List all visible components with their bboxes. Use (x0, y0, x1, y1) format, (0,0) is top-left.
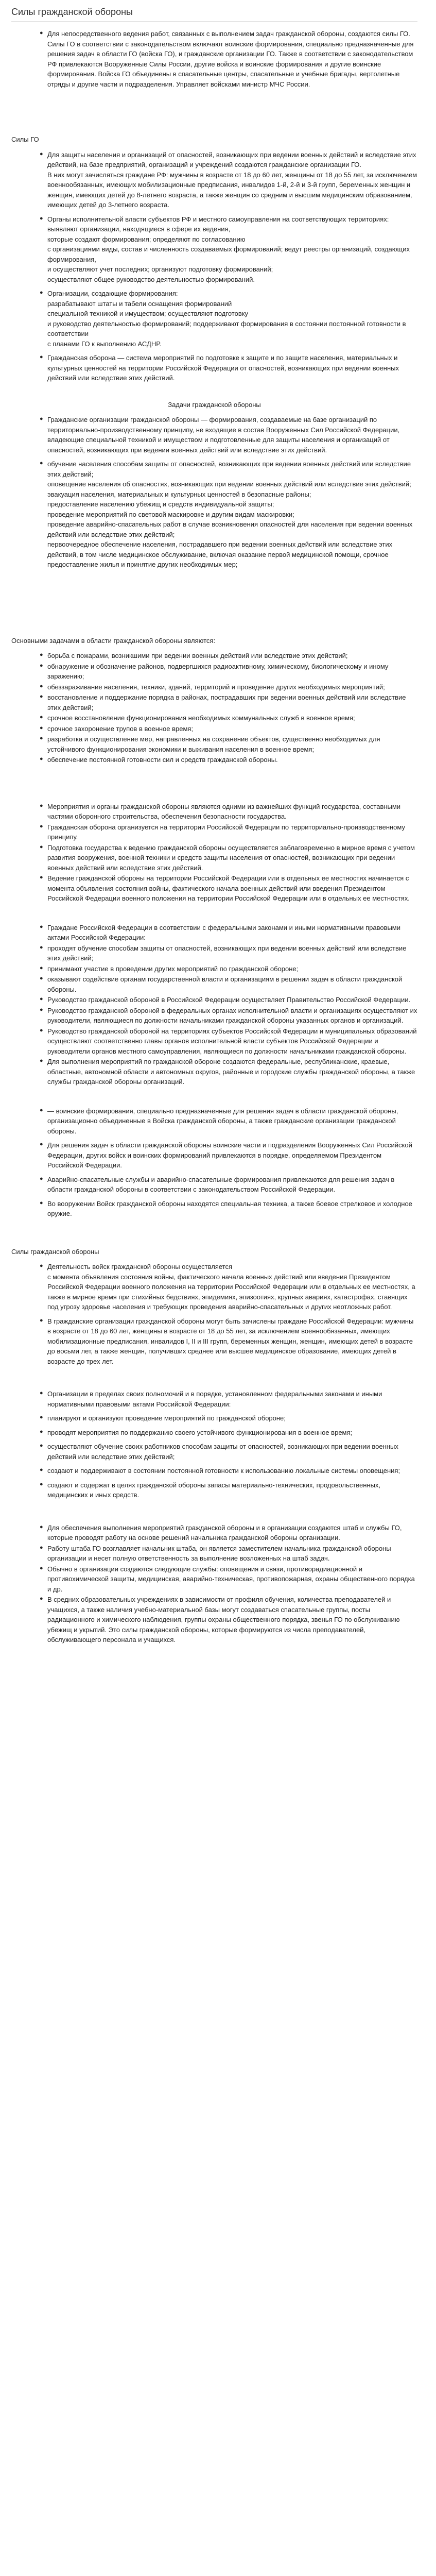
bullet-icon: ● (40, 843, 43, 850)
section-spacer (11, 1088, 417, 1106)
list-item (40, 1199, 417, 1219)
bullet-list (11, 150, 417, 383)
list-item-text: срочное восстановление функционирования необходимых коммунальных служб в военное время; (47, 714, 355, 722)
list-item (40, 995, 417, 1005)
list-item (40, 923, 417, 943)
list-item-text: Руководство гражданской обороной в федеральных органах исполнительной власти и организациях осуществляют их руководители, являющиеся по должности начальниками гражданской обороны указанных органов и организаций. (47, 1006, 417, 1024)
bullet-icon: ● (40, 964, 43, 971)
list-item-text: срочное захоронение трупов в военное время; (47, 724, 194, 733)
list-item-text: обеззараживание населения, техники, зданий, территорий и проведение других необходимых мероприятий; (47, 683, 385, 691)
section-spacer (11, 93, 417, 129)
list-item (40, 1175, 417, 1195)
list-item (40, 150, 417, 210)
bullet-icon: ● (40, 1006, 43, 1013)
list-item (40, 1595, 417, 1645)
bullet-icon: ● (40, 416, 43, 422)
bullet-icon: ● (40, 1058, 43, 1064)
bullet-icon: ● (40, 1467, 43, 1473)
list-item (40, 1564, 417, 1595)
bullet-icon: ● (40, 1414, 43, 1420)
bullet-list (11, 1106, 417, 1219)
bullet-icon: ● (40, 1565, 43, 1571)
bullet-icon: ● (40, 215, 43, 222)
list-item (40, 459, 417, 570)
list-item-text: В средних образовательных учреждениях в зависимости от профиля обучения, количества преподавателей и учащихся, а также наличия учебно-материальной базы могут создаваться спасательные группы, посты радиационного и химического наблюдения, группы охраны общественного порядка, звенья ГО по обслуживанию убежищ и укрытий. Это силы гражданской обороны, которые формируются из числа преподавателей, обслуживающего персонала и учащихся. (47, 1596, 400, 1643)
list-item (40, 214, 417, 285)
list-item-text: принимают участие в проведении других мероприятий по гражданской обороне; (47, 964, 299, 973)
list-item-text: Для решения задач в области гражданской обороны воинские части и подразделения Вооруженных Сил Российской Федерации, других войск и воинских формирований привлекаются в порядке, определяемом Президентом Российской Федерации. (47, 1141, 412, 1169)
list-item (40, 662, 417, 682)
list-item-text: Аварийно-спасательные службы и аварийно-спасательные формирования привлекаются для решения задач в области гражданской обороны в соответствии с законодательством Российской Федерации. (47, 1175, 395, 1193)
list-item (40, 802, 417, 822)
list-item (40, 692, 417, 713)
bullet-icon: ● (40, 975, 43, 981)
section-spacer (11, 904, 417, 923)
section-spacer (11, 387, 417, 395)
list-item-text: Гражданская оборона — система мероприятий по подготовке к защите и по защите населения, материальных и культурных ценностей на территории Российской Федерации от опасностей, возникающих при ведении военных действий или вследствие этих действий. (47, 354, 399, 382)
list-item-text: Для защиты населения и организаций от опасностей, возникающих при ведении военных действий и вследствие этих действий, на базе предприятий, организаций и учреждений создаются гражданские организации ГО. В них могут зачисляться граждане РФ: мужчины в возрасте от 18 до 60 лет, женщины от 18 до 55 лет, за исключением военнообязанных, имеющих мобилизационные предписания, инвалидов 1-й, 2-й и 3-й групп, беременных женщин и женщин, имеющих детей до 8-летнего возраста, а также женщин со средним и высшим медицинским образованием, имеющих детей до 3-летнего возраста. (47, 150, 417, 209)
list-item-text: Организации в пределах своих полномочий и в порядке, установленном федеральными законами и иными нормативными правовыми актами Российской Федерации: (47, 1390, 382, 1408)
list-item-text: Организации, создающие формирования: разрабатывают штаты и табели оснащения формирований специальной техникой и имуществом; осуществляют подготовку и руководство деятельностью формирований; поддерживают формирования в состоянии постоянной готовности в соответствии с планами ГО к выполнению АСДНР. (47, 290, 406, 348)
list-item (40, 289, 417, 349)
section-spacer (11, 574, 417, 631)
list-item-text: Обычно в организации создаются следующие службы: оповещения и связи, противорадиационной и противохимической защиты, медицинская, аварийно-техническая, противопожарная, охраны общественного порядка и др. (47, 1565, 415, 1593)
list-item-text: Во вооружении Войск гражданской обороны находятся специальная техника, а также боевое стрелковое и холодное оружие. (47, 1199, 412, 1217)
list-item-text: Деятельность войск гражданской обороны осуществляется с момента объявления состояния войны, фактического начала военных действий или введения Президентом Российской Федерации военного положения на территории Российской Федерации или в отдельных ее местностях, а также в мирное время при стихийных бедствиях, эпидемиях, эпизоотиях, крупных авариях, катастрофах, ставящих под угрозу здоровье населения и требующих проведения аварийно-спасательных и других неотложных работ. (47, 1263, 415, 1311)
bullet-icon: ● (40, 693, 43, 700)
list-item-text: Для непосредственного ведения работ, связанных с выполнением задач гражданской обороны, создаются силы ГО. Силы ГО в соответствии с законодательством включают воинские формирования, специально предназначенные для решения задач в области ГО (войска ГО), и гражданские организации ГО. Также в соответствии с законодательством РФ привлекаются Вооруженные Силы России, другие войска и воинские формирования и другие воинские формирования. Войска ГО объединены в спасательные центры, спасательные и учебные бригады, вертолетные отряды и другие части и подразделения. Управляет войсками министр МЧС России. (47, 30, 414, 88)
list-item-text: разработка и осуществление мер, направленных на сохранение объектов, существенно необходимых для устойчивого функционирования экономики и выживания населения в военное время; (47, 735, 380, 753)
list-item-text: Ведение гражданской обороны на территории Российской Федерации или в отдельных ее местностях начинается с момента объявления состояния войны, фактического начала военных действий или введения Президентом Российской Федерации военного положения на территории Российской Федерации или в отдельных ее местностях. (47, 874, 410, 902)
list-item-text: Гражданские организации гражданской обороны — формирования, создаваемые на базе организаций по территориально-производственному принципу, не входящие в состав Вооруженных Сил Российской Федерации, владеющие специальной техникой и имуществом и подготовленные для защиты населения и организаций от опасностей, возникающих при ведении военных действий или вследствие этих действий. (47, 416, 400, 454)
section-spacer (11, 1504, 417, 1523)
section-heading: Задачи гражданской обороны (168, 400, 261, 409)
list-item (40, 1316, 417, 1367)
list-item-text: проходят обучение способам защиты от опасностей, возникающих при ведении военных действий или вследствие этих действий; (47, 944, 407, 962)
section-spacer (11, 1370, 417, 1389)
bullet-icon: ● (40, 683, 43, 689)
list-item (40, 1106, 417, 1137)
bullet-icon: ● (40, 1027, 43, 1033)
bullet-icon: ● (40, 354, 43, 360)
section-heading: Силы гражданской обороны (11, 1247, 99, 1256)
bullet-list (11, 923, 417, 1087)
bullet-list (11, 1523, 417, 1645)
bullet-icon: ● (40, 1141, 43, 1147)
section-spacer (11, 766, 417, 802)
list-item (40, 964, 417, 974)
list-item (40, 29, 417, 89)
bullet-list (11, 1262, 417, 1366)
bullet-icon: ● (40, 923, 43, 930)
bullet-list (11, 29, 417, 89)
bullet-icon: ● (40, 30, 43, 36)
bullet-icon: ● (40, 1390, 43, 1396)
bullet-list (11, 651, 417, 765)
list-item (40, 1544, 417, 1564)
list-item (40, 1262, 417, 1312)
list-item (40, 1480, 417, 1500)
bullet-icon: ● (40, 996, 43, 1002)
bullet-icon: ● (40, 1523, 43, 1530)
bullet-icon: ● (40, 1107, 43, 1113)
list-item (40, 1466, 417, 1476)
list-item (40, 415, 417, 455)
section-spacer (11, 1223, 417, 1242)
list-item-text: Руководство гражданской обороной на территориях субъектов Российской Федерации и муниципальных образований осуществляют соответственно главы органов исполнительной власти субъектов Российской Федерации и руководители органов местного самоуправления, являющиеся по должности начальниками гражданской обороны. (47, 1027, 417, 1055)
list-item-text: Для выполнения мероприятий по гражданской обороне создаются федеральные, республиканские, краевые, областные, автономной области и автономных округов, районные и городские службы гражданской обороны, а также службы гражданской обороны организаций. (47, 1058, 415, 1086)
list-item (40, 873, 417, 904)
list-item (40, 1442, 417, 1462)
page-title: Силы гражданской обороны (11, 5, 417, 22)
list-item-text: осуществляют обучение своих работников способам защиты от опасностей, возникающих при ведении военных действий или вследствие этих действий; (47, 1443, 398, 1461)
list-item-text: Органы исполнительной власти субъектов РФ и местного самоуправления на соответствующих территориях: выявляют организации, находящиеся в сфере их ведения, которые создают формирования; определяют по согласованию с организациями виды, состав и численность создаваемых формирований; ведут реестры организаций, создающих формирования, и осуществляют учет последних; организуют подготовку формирований; осуществляют общее руководство деятельностью формирований. (47, 215, 410, 283)
bullet-icon: ● (40, 1596, 43, 1602)
list-item-text: — воинские формирования, специально предназначенные для решения задач в области гражданской обороны, организационно объединенные в Войска гражданской обороны, а также гражданские организации гражданской обороны. (47, 1107, 398, 1135)
list-item (40, 651, 417, 661)
list-item-text: Для обеспечения выполнения мероприятий гражданской обороны и в организации создаются штаб и службы ГО, которые проводят работу на основе решений начальника гражданской обороны организации. (47, 1523, 402, 1541)
bullet-icon: ● (40, 724, 43, 731)
list-item-text: восстановление и поддержание порядка в районах, пострадавших при ведении военных действий или вследствие этих действий; (47, 693, 406, 711)
list-item (40, 734, 417, 754)
bullet-icon: ● (40, 735, 43, 741)
bullet-icon: ● (40, 290, 43, 296)
bullet-icon: ● (40, 1199, 43, 1206)
list-item (40, 943, 417, 963)
list-item (40, 843, 417, 873)
list-item-text: планируют и организуют проведение мероприятий по гражданской обороне; (47, 1414, 286, 1422)
list-item-text: В гражданские организации гражданской обороны могут быть зачислены граждане Российской Федерации: мужчины в возрасте от 18 до 60 лет, женщины в возрасте от 18 до 55 лет, за исключением военнообязанных, имеющих мобилизационные предписания, инвалидов I, II и III групп, беременных женщин, женщин, имеющих детей в возрасте до восьми лет, а также женщин, получивших среднее или высшее медицинское образование, имеющих детей в возрасте до трех лет. (47, 1317, 414, 1365)
list-item (40, 755, 417, 765)
list-item (40, 724, 417, 734)
bullet-list (11, 1389, 417, 1500)
paragraph: Основными задачами в области гражданской обороны являются: (11, 636, 216, 645)
list-item-text: борьба с пожарами, возникшими при ведении военных действий или вследствие этих действий; (47, 652, 348, 659)
bullet-icon: ● (40, 714, 43, 720)
bullet-icon: ● (40, 823, 43, 829)
list-item-text: Руководство гражданской обороной в Российской Федерации осуществляет Правительство Российской Федерации. (47, 996, 411, 1004)
list-item (40, 974, 417, 994)
bullet-icon: ● (40, 1544, 43, 1551)
bullet-icon: ● (40, 802, 43, 809)
bullet-icon: ● (40, 1481, 43, 1487)
list-item-text: оказывают содействие органам государственной власти и организациям в решении задач в области гражданской обороны. (47, 975, 403, 993)
list-item-text: Подготовка государства к ведению гражданской обороны осуществляется заблаговременно в мирное время с учетом развития вооружения, военной техники и средств защиты населения от опасностей, возникающих при ведении военных действий или вследствие этих действий. (47, 843, 415, 872)
list-item-text: Мероприятия и органы гражданской обороны являются одними из важнейших функций государства, составными частями оборонного строительства, обеспечения безопасности государства. (47, 802, 401, 820)
list-item (40, 1389, 417, 1409)
bullet-icon: ● (40, 756, 43, 762)
list-item (40, 353, 417, 383)
list-item (40, 822, 417, 842)
list-item (40, 1026, 417, 1057)
list-item-text: создают и содержат в целях гражданской обороны запасы материально-технических, продовольственных, медицинских и иных средств. (47, 1481, 381, 1499)
list-item (40, 1140, 417, 1171)
bullet-icon: ● (40, 662, 43, 669)
list-item-text: создают и поддерживают в состоянии постоянной готовности к использованию локальные системы оповещения; (47, 1467, 400, 1475)
bullet-icon: ● (40, 150, 43, 157)
list-item-text: Граждане Российской Федерации в соответствии с федеральными законами и иными нормативными правовыми актами Российской Федерации: (47, 923, 401, 941)
bullet-icon: ● (40, 460, 43, 466)
list-item-text: проводят мероприятия по поддержанию своего устойчивого функционирования в военное время; (47, 1428, 353, 1436)
list-item (40, 713, 417, 723)
list-item (40, 1428, 417, 1438)
bullet-icon: ● (40, 944, 43, 951)
list-item (40, 1006, 417, 1026)
bullet-icon: ● (40, 1175, 43, 1182)
bullet-icon: ● (40, 1317, 43, 1324)
list-item-text: обеспечение постоянной готовности сил и средств гражданской обороны. (47, 756, 278, 764)
bullet-icon: ● (40, 652, 43, 658)
list-item-text: обнаружение и обозначение районов, подвергшихся радиоактивному, химическому, биологическому и иному заражению; (47, 662, 389, 680)
bullet-icon: ● (40, 1443, 43, 1449)
document-body (11, 29, 417, 1645)
list-item-text: Работу штаба ГО возглавляет начальник штаба, он является заместителем начальника гражданской обороны организации и несет полную ответственность за выполнение возложенных на штаб задач. (47, 1544, 391, 1562)
bullet-list (11, 415, 417, 570)
bullet-icon: ● (40, 874, 43, 880)
bullet-list (11, 802, 417, 904)
bullet-icon: ● (40, 1263, 43, 1269)
bullet-icon: ● (40, 1428, 43, 1435)
list-item-text: Гражданская оборона организуется на территории Российской Федерации по территориально-производственному принципу. (47, 823, 405, 841)
list-item (40, 682, 417, 692)
section-heading: Силы ГО (11, 135, 39, 143)
list-item-text: обучение населения способам защиты от опасностей, возникающих при ведении военных действий или вследствие этих действий; оповещение населения об опасностях, возникающих при ведении военных действий или вследствие этих действий; эвакуация населения, материальных и культурных ценностей в безопасные районы; предоставление населению убежищ и средств индивидуальной защиты; проведение мероприятий по световой маскировке и другим видам маскировки; проведение аварийно-спасательных работ в случае возникновения опасностей для населения при ведении военных действий или вследствие этих действий; первоочередное обеспечение населения, пострадавшего при ведении военных действий или вследствие этих действий, в том числе медицинское обслуживание, включая оказание первой медицинской помощи, срочное предоставление жилья и принятие других необходимых мер; (47, 460, 413, 568)
list-item (40, 1057, 417, 1087)
list-item (40, 1523, 417, 1543)
list-item (40, 1413, 417, 1423)
